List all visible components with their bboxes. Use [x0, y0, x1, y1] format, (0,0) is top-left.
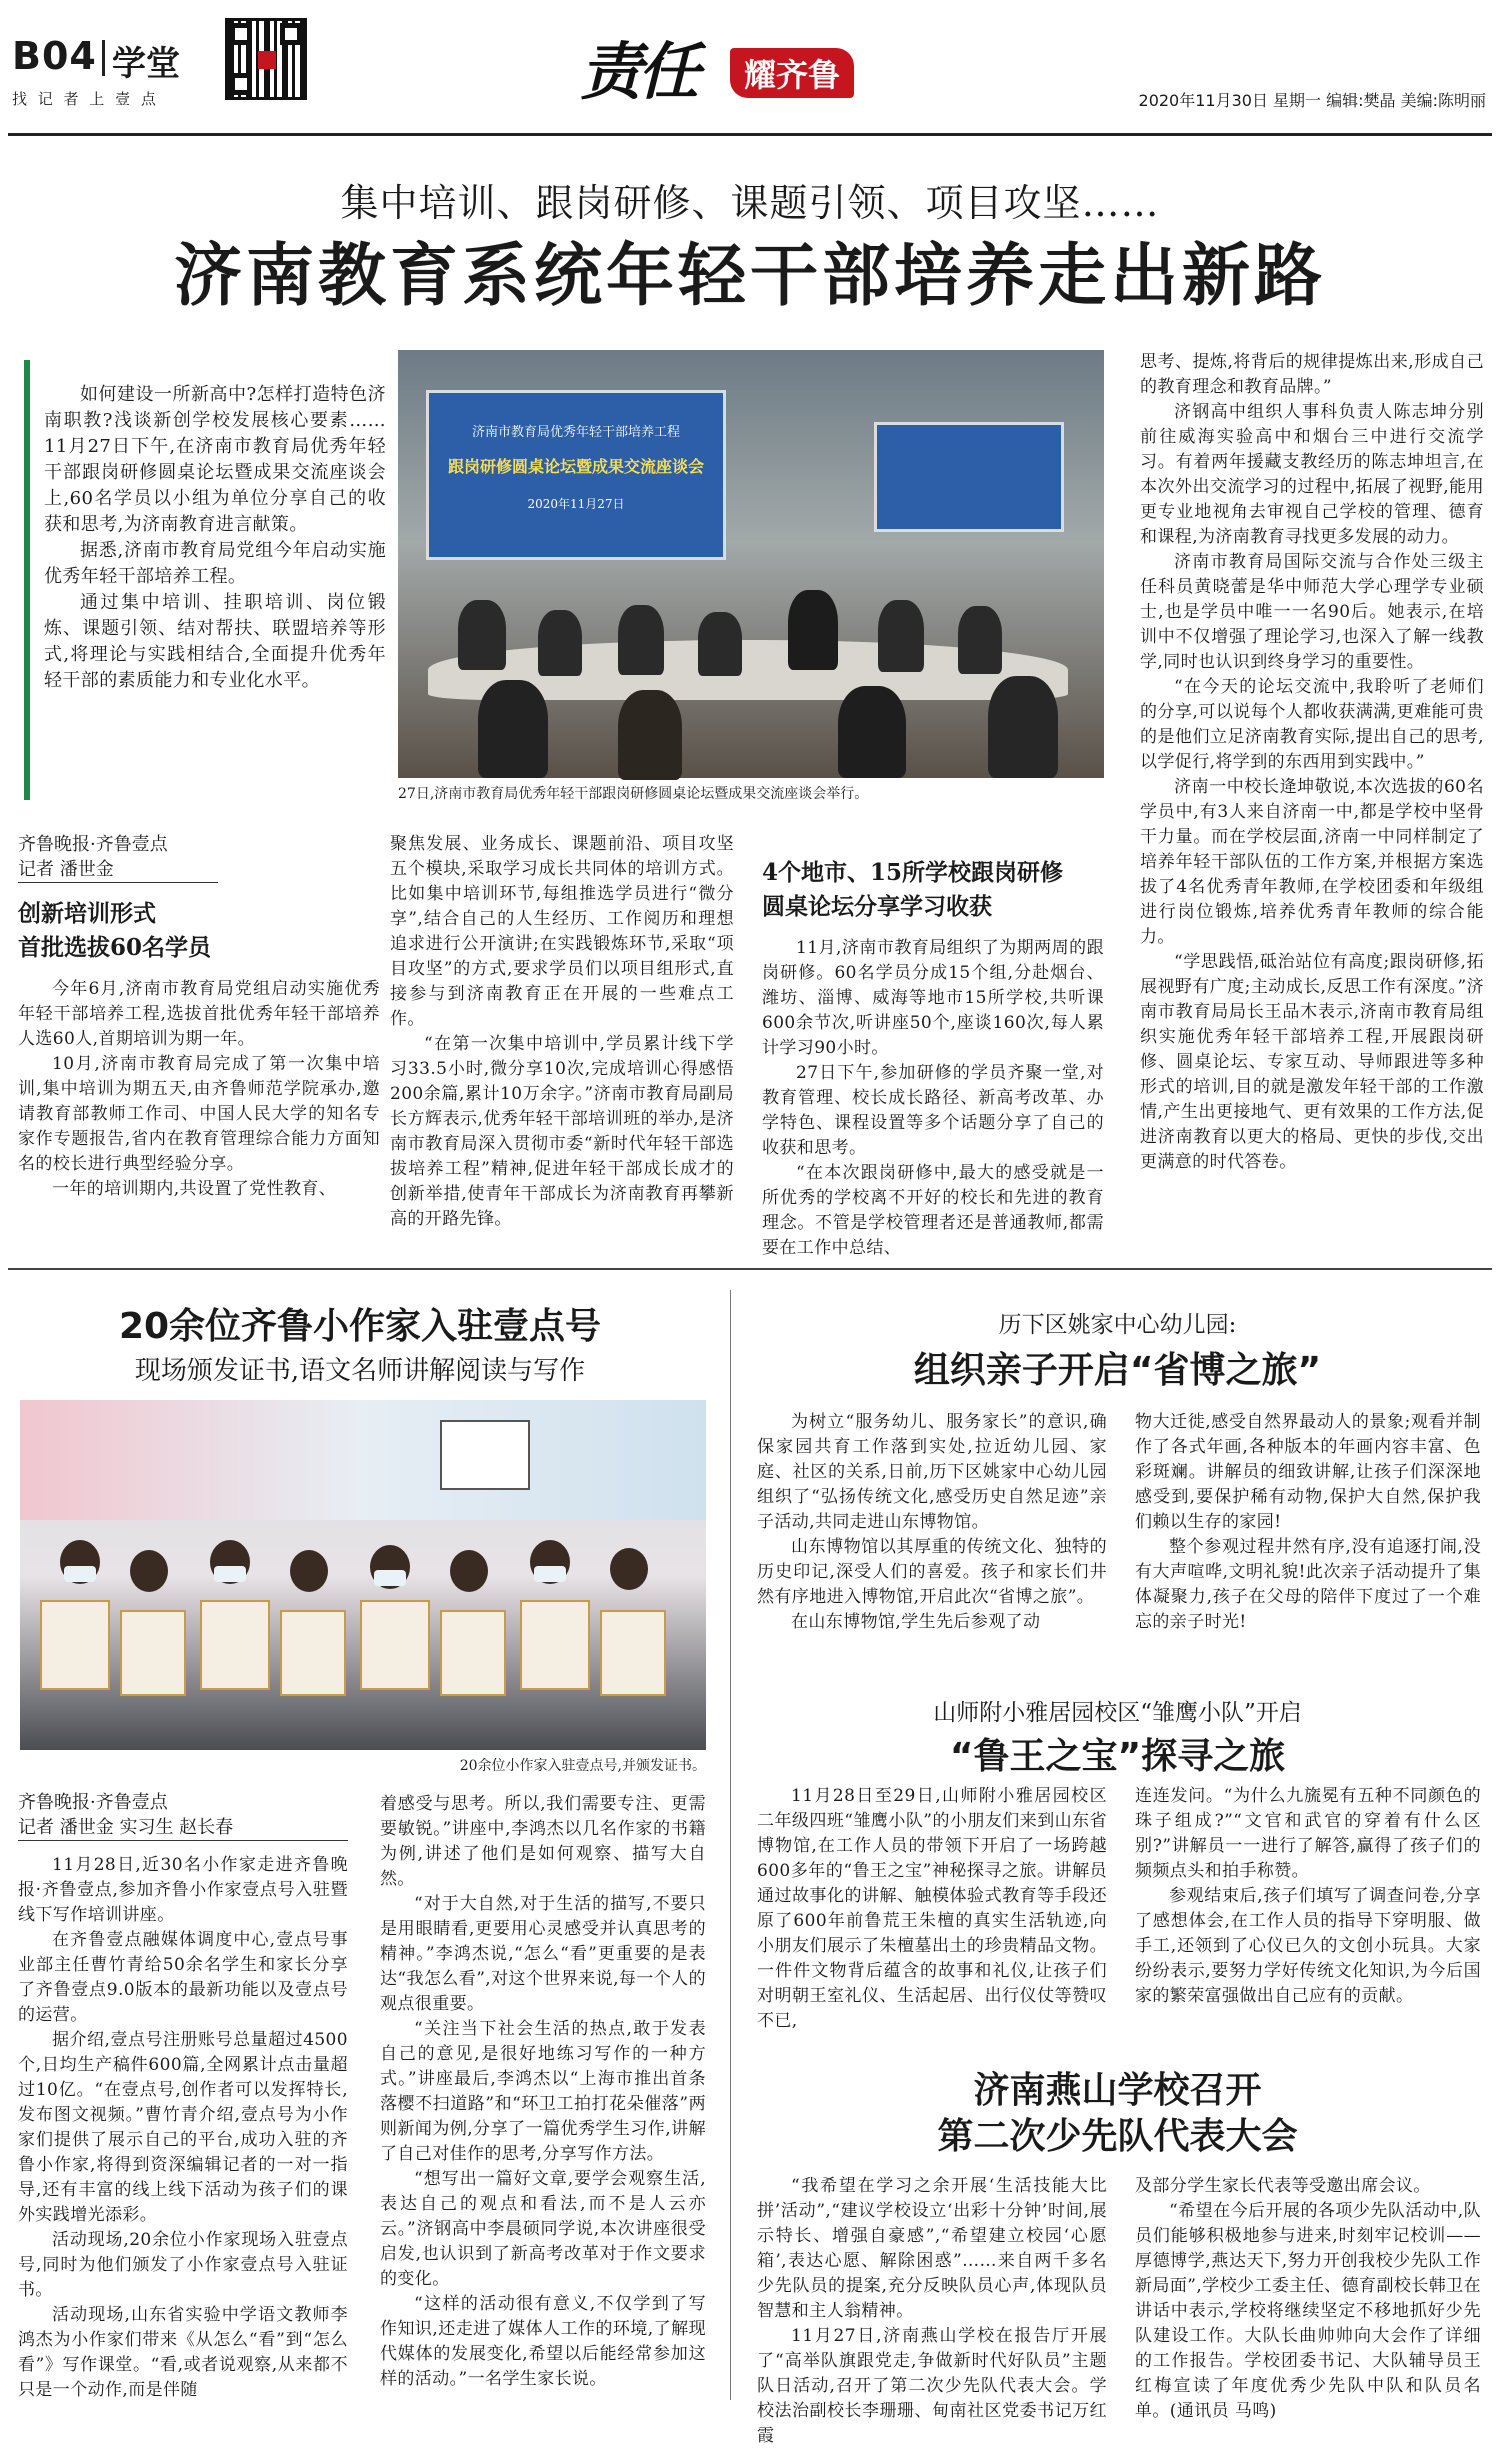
- intro-paragraph: 通过集中培训、挂职培训、岗位锻炼、课题引领、结对帮扶、联盟培养等形式,将理论与实践相结合,全面提升优秀年轻干部的素质能力和专业化水平。: [44, 592, 386, 691]
- lead-subhead-2: 4个地市、15所学校跟岗研修: [762, 859, 1064, 886]
- yanshan-headline-1: 济南燕山学校召开: [973, 2070, 1262, 2111]
- writers-photo-caption: 20余位小作家入驻壹点号,并颁发证书。: [459, 1758, 706, 1774]
- intro-paragraph: 如何建设一所新高中?怎样打造特色济南职教?浅谈新创学校发展核心要素……11月27日下午,在济南市教育局优秀年轻干部跟岗研修圆桌论坛暨成果交流座谈会上,60名学员以小组为单位分享自己的收获和思考,为济南教育进言献策。: [44, 384, 386, 535]
- body-paragraph: 参观结束后,孩子们填写了调查问卷,分享了感想体会,在工作人员的指导下穿明服、做手工,还领到了心仪已久的文创小玩具。大家纷纷表示,要努力学好传统文化知识,为今后国家的繁荣富强做出自己应有的贡献。: [1135, 1886, 1481, 2006]
- date-editor-line: 2020年11月30日 星期一 编辑:樊晶 美编:陈明丽: [1138, 91, 1486, 110]
- body-paragraph: “在第一次集中培训中,学员累计线下学习33.5小时,微分享10次,完成培训心得感悟200余篇,累计10万余字。”济南市教育局副局长方辉表示,优秀年轻干部培训班的举办,是济南市教育局深入贯彻市委“新时代年轻干部选拔培养工程”精神,促进年轻干部成长成才的创新举措,使青年干部成长为济南教育再攀新高的开路先锋。: [390, 1034, 734, 1229]
- treasure-kicker: 山师附小雅居园校区“雏鹰小队”开启: [933, 1700, 1302, 1726]
- writers-photo: [20, 1400, 706, 1750]
- yanshan-story: [745, 2062, 1490, 2446]
- body-paragraph: “对于大自然,对于生活的描写,不要只是用眼睛看,更要用心灵感受并认真思考的精神。”李鸿杰说,“怎么“看”更重要的是表达“我怎么看”,对这个世界来说,每一个人的观点很重要。: [380, 1894, 706, 2014]
- body-paragraph: 11月28日,近30名小作家走进齐鲁晚报·齐鲁壹点,参加齐鲁小作家壹点号入驻暨线下写作培训讲座。: [18, 1855, 348, 1925]
- body-paragraph: 物大迁徙,感受自然界最动人的景象;观看并制作了各式年画,各种版本的年画内容丰富、色彩斑斓。讲解员的细致讲解,让孩子们深深地感受到,要保护稀有动物,保护大自然,保护我们赖以生存的家园!: [1135, 1412, 1481, 1532]
- lead-photo: [398, 350, 1104, 778]
- writers-byline-outlet: 齐鲁晚报·齐鲁壹点: [18, 1792, 168, 1813]
- body-paragraph: 11月,济南市教育局组织了为期两周的跟岗研修。60名学员分成15个组,分赴烟台、潍坊、淄博、威海等地市15所学校,共听课600余节次,听讲座50个,座谈160次,每人累计学习90小时。: [762, 938, 1104, 1058]
- body-paragraph: “学思践悟,砥治站位有高度;跟岗研修,拓展视野有广度;主动成长,反思工作有深度。”济南市教育局局长王品木表示,济南市教育局组织实施优秀年轻干部培养工程,开展跟岗研修、圆桌论坛、专家互动、导师跟进等多种形式的培训,目的就是激发年轻干部的工作激情,产生出更接地气、更有效果的工作方法,促进济南教育以更大的格局、更快的步伐,交出更满意的时代答卷。: [1140, 952, 1484, 1172]
- yanshan-column-2: [1135, 2174, 1481, 2424]
- lead-column-3: [762, 856, 1104, 1261]
- lead-intro-box: [24, 360, 386, 800]
- photo-screen-right: [874, 422, 1064, 532]
- lead-column-2: [390, 832, 734, 1232]
- photo-banner-subtitle: 跟岗研修圆桌论坛暨成果交流座谈会: [447, 457, 704, 476]
- body-paragraph: 济南市教育局国际交流与合作处三级主任科员黄晓蕾是华中师范大学心理学专业硕士,也是学员中唯一一名90后。她表示,在培训中不仅增强了理论学习,也深入了解一线教学,同时也认识到终身学习的重要性。: [1140, 552, 1484, 672]
- body-paragraph: 10月,济南市教育局完成了第一次集中培训,集中培训为期五天,由齐鲁师范学院承办,邀请教育部教师工作司、中国人民大学的知名专家作专题报告,省内在教育管理综合能力方面知名的校长进行典型经验分享。: [18, 1054, 380, 1174]
- photo-banner-date: 2020年11月27日: [527, 497, 625, 511]
- body-paragraph: 活动现场,山东省实验中学语文教师李鸿杰为小作家们带来《从怎么“看”到“怎么看”》写作课堂。“看,或者说观察,从来都不只是一个动作,而是伴随: [18, 2305, 348, 2400]
- brand-main-text: 责任: [580, 35, 697, 108]
- section-divider: [102, 40, 105, 76]
- photo-screen-left: [426, 390, 726, 560]
- find-reporter-text: 找 记 者 上 壹 点: [12, 90, 159, 108]
- qr-code-icon[interactable]: [225, 18, 307, 100]
- writers-column-2: [380, 1792, 706, 2392]
- brand-logo: [580, 20, 910, 108]
- kindergarten-kicker: 历下区姚家中心幼儿园:: [998, 1312, 1237, 1338]
- writers-subhead: 现场颁发证书,语文名师讲解阅读与写作: [134, 1356, 586, 1386]
- brand-sub-text: 耀齐鲁: [730, 48, 854, 98]
- page-number: B04: [12, 34, 97, 78]
- body-paragraph: “希望在今后开展的各项少先队活动中,队员们能够积极地参与进来,时刻牢记校训——厚德博学,燕达天下,努力开创我校少先队工作新局面”,学校少工委主任、德育副校长韩卫在讲话中表示,学校将继续坚定不移地抓好少先队建设工作。大队长曲帅帅向大会作了详细的工作报告。学校团委书记、大队辅导员王红梅宣读了年度优秀少先队中队和队员名单。(通讯员 马鸣): [1135, 2201, 1481, 2421]
- body-paragraph: 在山东博物馆,学生先后参观了动: [791, 1612, 1041, 1632]
- body-paragraph: 着感受与思考。所以,我们需要专注、更需要敏锐。”讲座中,李鸿杰以几名作家的书籍为例,讲述了他们是如何观察、描写大自然。: [380, 1794, 706, 1889]
- lead-column-1: [18, 832, 380, 1202]
- body-paragraph: 整个参观过程井然有序,没有追逐打闹,没有大声喧哗,文明礼貌!此次亲子活动提升了集体凝聚力,孩子在父母的陪伴下度过了一个难忘的亲子时光!: [1135, 1537, 1481, 1632]
- writers-story: [0, 1280, 720, 2415]
- body-paragraph: 连连发问。“为什么九旒冕有五种不同颜色的珠子组成?”“文官和武官的穿着有什么区别?”讲解员一一进行了解答,赢得了孩子们的频频点头和拍手称赞。: [1135, 1786, 1481, 1881]
- kindergarten-headline: 组织亲子开启“省博之旅”: [913, 1350, 1322, 1391]
- kindergarten-column-1: [757, 1410, 1107, 1635]
- lead-headline: 济南教育系统年轻干部培养走出新路: [173, 237, 1326, 316]
- body-paragraph: 济南一中校长逄坤敬说,本次选拔的60名学员中,有3人来自济南一中,都是学校中坚骨干力量。而在学校层面,济南一中同样制定了培养年轻干部队伍的工作方案,并根据方案选拔了4名优秀青年教师,在学校团委和年级组进行岗位锻炼,培养优秀青年教师的综合能力。: [1140, 777, 1484, 947]
- body-paragraph: 11月27日,济南燕山学校在报告厅开展了“高举队旗跟党走,争做新时代好队员”主题队日活动,召开了第二次少先队代表大会。学校法治副校长李珊珊、甸南社区党委书记万红霞: [757, 2326, 1107, 2446]
- body-paragraph: “在本次跟岗研修中,最大的感受就是一所优秀的学校离不开好的校长和先进的教育理念。不管是学校管理者还是普通教师,都需要在工作中总结、: [762, 1163, 1104, 1258]
- treasure-story: [745, 1688, 1490, 2068]
- lead-subhead-2b: 圆桌论坛分享学习收获: [762, 893, 992, 920]
- lead-subhead-1: 创新培训形式: [18, 900, 156, 927]
- writers-column-1: [18, 1790, 348, 2403]
- photo-banner-title: 济南市教育局优秀年轻干部培养工程: [471, 425, 680, 440]
- body-paragraph: “在今天的论坛交流中,我聆听了老师们的分享,可以说每个人都收获满满,更难能可贵的是他们立足济南教育实际,提出自己的思考,以学促行,将学到的东西用到实践中。”: [1140, 677, 1484, 772]
- treasure-column-2: [1135, 1784, 1481, 2009]
- body-paragraph: 据介绍,壹点号注册账号总量超过4500个,日均生产稿件600篇,全网累计点击量超过10亿。“在壹点号,创作者可以发挥特长,发布图文视频。”曹竹青介绍,壹点号为小作家们提供了展示自己的平台,成功入驻的齐鲁小作家,将得到资深编辑记者的一对一指导,还有丰富的线上线下活动为孩子们的课外实践增光添彩。: [18, 2030, 348, 2225]
- yanshan-headline-2: 第二次少先队代表大会: [937, 2116, 1298, 2157]
- treasure-headline: “鲁王之宝”探寻之旅: [949, 1736, 1286, 1777]
- body-paragraph: 11月28日至29日,山师附小雅居园校区二年级四班“雏鹰小队”的小朋友们来到山东省博物馆,在工作人员的带领下开启了一场跨越600多年的“鲁王之宝”神秘探寻之旅。讲解员通过故事化的讲解、触模体验式教育等手段还原了600年前鲁荒王朱檀的真实生活轨迹,向小朋友们展示了朱檀墓出土的珍贵精品文物。一件件文物背后蕴含的故事和礼仪,让孩子们对明朝王室礼仪、生活起居、出行仪仗等赞叹不已,: [757, 1786, 1107, 2031]
- intro-top-accent: [24, 360, 30, 420]
- body-paragraph: 27日下午,参加研修的学员齐聚一堂,对教育管理、校长成长路径、新高考改革、办学特色、课程设置等多个话题分享了自己的收获和思考。: [762, 1063, 1104, 1158]
- body-paragraph: 在齐鲁壹点融媒体调度中心,壹点号事业部主任曹竹青给50余名学生和家长分享了齐鲁壹点9.0版本的最新功能以及壹点号的运营。: [18, 1930, 348, 2025]
- masthead-rule: [8, 133, 1492, 136]
- yanshan-column-1: [757, 2174, 1107, 2449]
- body-paragraph: 聚焦发展、业务成长、课题前沿、项目攻坚五个模块,采取学习成长共同体的培训方式。比如集中培训环节,每组推选学员进行“微分享”,结合自己的人生经历、工作阅历和理想追求进行公开演讲;在实践锻炼环节,采取“项目攻坚”的方式,要求学员们以项目组形式,直接参与到济南教育正在开展的一些难点工作。: [390, 834, 734, 1029]
- lead-byline-reporter: 记者 潘世金: [18, 857, 218, 883]
- lead-byline-outlet: 齐鲁晚报·齐鲁壹点: [18, 834, 168, 855]
- body-paragraph: 一年的培训期内,共设置了党性教育、: [52, 1179, 337, 1199]
- lead-subhead-1b: 首批选拔60名学员: [18, 934, 212, 961]
- kindergarten-column-2: [1135, 1410, 1481, 1635]
- lead-kicker: 集中培训、跟岗研修、课题引领、项目攻坚……: [340, 181, 1160, 225]
- section-divider-rule: [8, 1268, 1492, 1270]
- body-paragraph: 今年6月,济南市教育局党组启动实施优秀年轻干部培养工程,选拔首批优秀年轻干部培养人选60人,首期培训为期一年。: [18, 979, 380, 1049]
- section-name: 学堂: [112, 44, 180, 84]
- body-paragraph: 思考、提炼,将背后的规律提炼出来,形成自己的教育理念和教育品牌。”: [1140, 352, 1484, 397]
- lead-column-4: [1140, 350, 1484, 1175]
- body-paragraph: 为树立“服务幼儿、服务家长”的意识,确保家园共育工作落到实处,拉近幼儿园、家庭、社区的关系,日前,历下区姚家中心幼儿园组织了“弘扬传统文化,感受历史自然足迹”亲子活动,共同走进山东博物馆。: [757, 1412, 1107, 1532]
- writers-byline-reporter: 记者 潘世金 实习生 赵长春: [18, 1815, 348, 1841]
- body-paragraph: 及部分学生家长代表等受邀出席会议。: [1135, 2176, 1431, 2196]
- body-paragraph: “我希望在学习之余开展‘生活技能大比拼’活动”,“建议学校设立‘出彩十分钟’时间,展示特长、增强自豪感”,“希望建立校园‘心愿箱’,表达心愿、解除困惑”……来自两千多名少先队员的提案,充分反映队员心声,体现队员智慧和主人翁精神。: [757, 2176, 1107, 2321]
- body-paragraph: 济钢高中组织人事科负责人陈志坤分别前往威海实验高中和烟台三中进行交流学习。有着两年援藏支教经历的陈志坤坦言,在本次外出交流学习的过程中,拓展了视野,能用更专业地视角去审视自己学校的管理、德育和课程,为济南教育寻找更多发展的动力。: [1140, 402, 1484, 547]
- body-paragraph: “关注当下社会生活的热点,敢于发表自己的意见,是很好地练习写作的一种方式。”讲座最后,李鸿杰以“上海市推出首条落樱不扫道路”和“环卫工拍打花朵催落”两则新闻为例,分享了一篇优秀学生习作,讲解了自己对佳作的思考,分享写作方法。: [380, 2019, 706, 2164]
- body-paragraph: 山东博物馆以其厚重的传统文化、独特的历史印记,深受人们的喜爱。孩子和家长们井然有序地进入博物馆,开启此次“省博之旅”。: [757, 1537, 1107, 1607]
- body-paragraph: “这样的活动很有意义,不仅学到了写作知识,还走进了媒体人工作的环境,了解现代媒体的发展变化,希望以后能经常参加这样的活动。”一名学生家长说。: [380, 2294, 706, 2389]
- treasure-column-1: [757, 1784, 1107, 2034]
- kindergarten-story: [745, 1280, 1490, 1700]
- intro-paragraph: 据悉,济南市教育局党组今年启动实施优秀年轻干部培养工程。: [44, 540, 386, 587]
- writers-headline: 20余位齐鲁小作家入驻壹点号: [118, 1306, 602, 1347]
- body-paragraph: 活动现场,20余位小作家现场入驻壹点号,同时为他们颁发了小作家壹点号入驻证书。: [18, 2230, 348, 2300]
- lead-intro-text: [44, 360, 386, 694]
- body-paragraph: “想写出一篇好文章,要学会观察生活,表达自己的观点和看法,而不是人云亦云。”济钢高中李晨硕同学说,本次讲座很受启发,也认识到了新高考改革对于作文要求的变化。: [380, 2169, 706, 2289]
- masthead: [0, 0, 1500, 130]
- vertical-column-rule: [730, 1290, 731, 2400]
- lead-photo-caption: 27日,济南市教育局优秀年轻干部跟岗研修圆桌论坛暨成果交流座谈会举行。: [398, 786, 869, 802]
